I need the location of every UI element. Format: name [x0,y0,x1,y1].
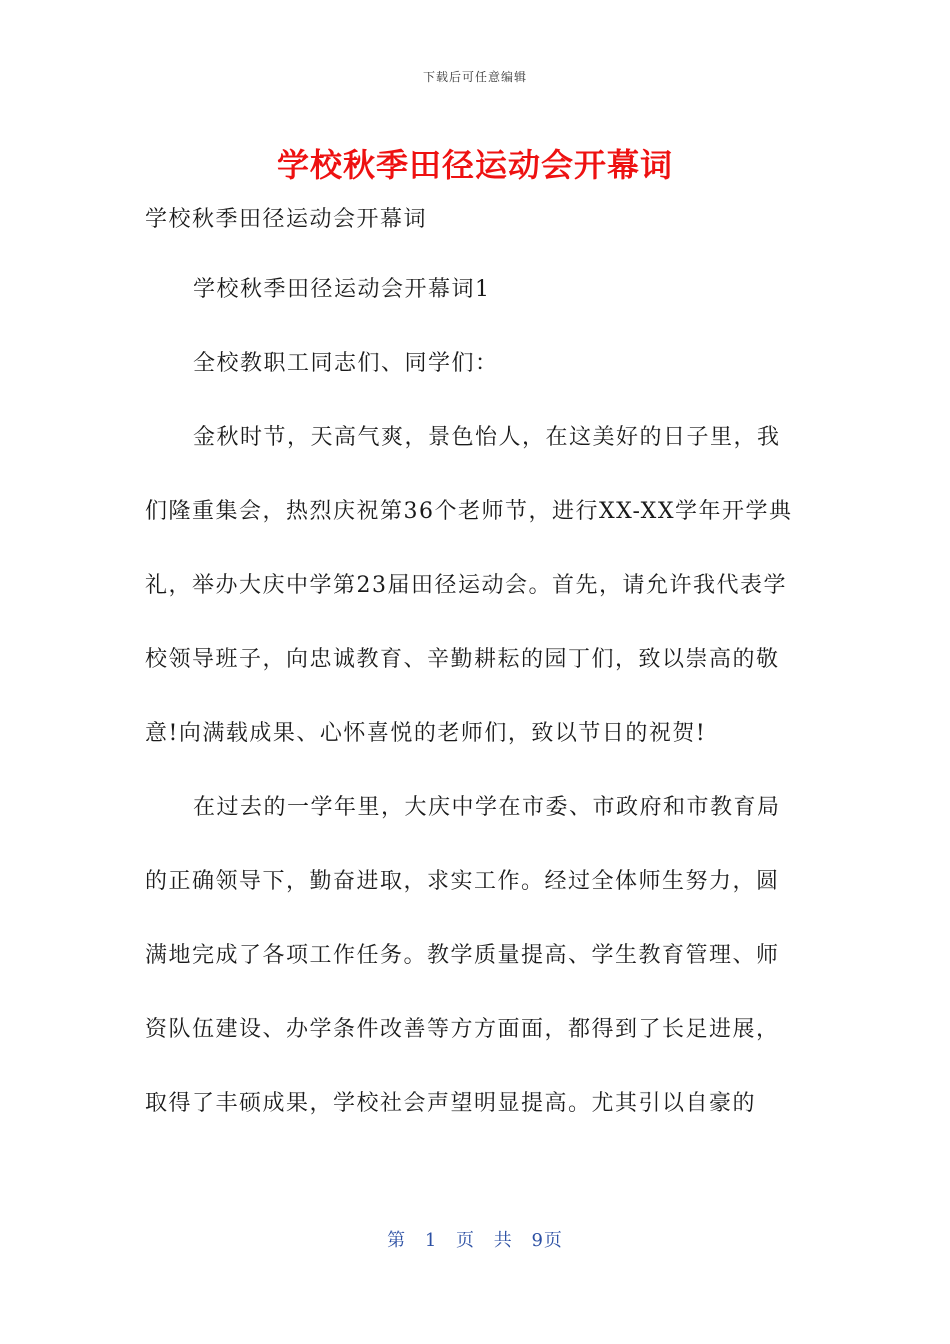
paragraph-line: 满地完成了各项工作任务。教学质量提高、学生教育管理、师 [145,943,780,968]
paragraph-line: 礼，举办大庆中学第23届田径运动会。首先，请允许我代表学 [145,573,787,598]
paragraph-line: 取得了丰硕成果，学校社会声望明显提高。尤其引以自豪的 [145,1091,757,1116]
page-footer [0,1226,950,1252]
paragraph-line: 们隆重集会，热烈庆祝第36个老师节，进行XX-XX学年开学典 [145,499,793,524]
paragraph-line: 金秋时节，天高气爽，景色怡人，在这美好的日子里，我 [193,425,781,450]
section-title: 学校秋季田径运动会开幕词1 [193,277,491,302]
footer-page-unit: 页 [456,1230,475,1251]
footer-page-label: 第 [387,1230,407,1251]
document-subheading: 学校秋季田径运动会开幕词 [145,207,428,232]
paragraph-line: 意!向满载成果、心怀喜悦的老师们，致以节日的祝贺! [145,721,707,746]
footer-total-label: 共 [493,1230,513,1251]
paragraph-line: 资队伍建设、办学条件改善等方方面面，都得到了长足进展， [145,1017,780,1042]
header-note: 下载后可任意编辑 [422,70,527,84]
footer-current-page: 1 [424,1230,438,1251]
document-title: 学校秋季田径运动会开幕词 [276,146,673,184]
paragraph-line: 在过去的一学年里，大庆中学在市委、市政府和市教育局 [193,795,781,820]
footer-total-pages: 9页 [531,1230,563,1251]
document-body [145,198,807,1160]
greeting: 全校教职工同志们、同学们： [193,351,499,376]
paragraph-line: 的正确领导下，勤奋进取，求实工作。经过全体师生努力，圆 [145,869,780,894]
paragraph-line: 校领导班子，向忠诚教育、辛勤耕耘的园丁们，致以崇高的敬 [145,647,780,672]
